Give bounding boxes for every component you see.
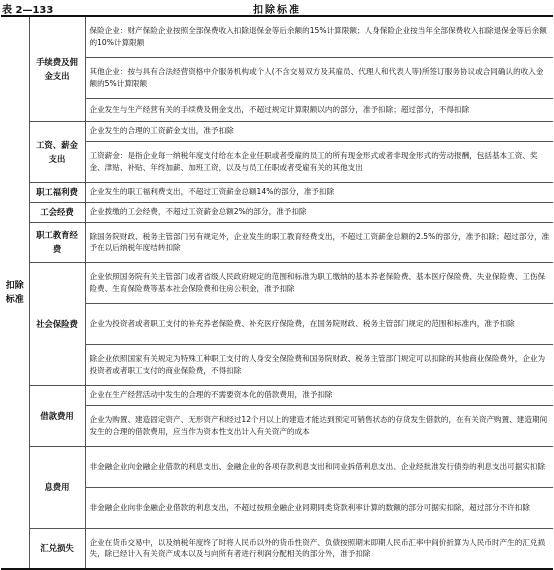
standard-cell: 企业发生的合理的工资薪金支出，准予扣除	[85, 121, 553, 141]
standard-cell: 非金融企业向金融企业借款的利息支出、金融企业的各项存款利息支出和同业拆借利息支出、企业经批准发行债券的利息支出可据实扣除	[85, 446, 553, 487]
category-cell	[29, 385, 85, 446]
category-cell	[29, 446, 85, 528]
standard-cell: 企业在货币交易中，以及纳税年度终了时将人民币以外的货币性资产、负债按照期末即期人民币汇率中间价折算为人民币时产生的汇兑损失，除已经计入有关资产成本以及与向所有者进行利润分配相关的部分外，准予扣除	[85, 528, 553, 569]
category-name: 职工福利费	[36, 187, 78, 197]
standard-cell: 保险企业：财产保险企业按照全部保费收入扣除退保金等后余额的15%计算限额；人身保险企业按当年全部保费收入扣除退保金等后余额的10%计算限额	[85, 16, 553, 57]
side-label: 扣除标准	[5, 280, 24, 305]
category-name: 息费用	[44, 482, 70, 492]
standard-cell: 企业在生产经营活动中发生的合理的不需要资本化的借款费用，准予扣除	[85, 385, 553, 405]
deduction-standards-table	[1, 15, 553, 570]
standard-cell: 除企业依照国家有关规定为特殊工种职工支付的人身安全保险费和国务院财政、税务主管部门规定可以扣除的其他商业保险费外，企业为投资者或者职工支付的商业保险费，不得扣除	[85, 344, 553, 385]
category-cell	[29, 121, 85, 182]
standard-cell: 工资薪金：是指企业每一纳税年度支付给在本企业任职或者受雇的员工的所有现金形式或者非现金形式的劳动报酬，包括基本工资、奖金、津贴、补贴、年终加薪、加班工资，以及与员工任职或者受雇有关的其他支出	[85, 141, 553, 182]
standard-cell: 企业依照国务院有关主管部门或者省级人民政府规定的范围和标准为职工缴纳的基本养老保险费、基本医疗保险费、失业保险费、工伤保险费、生育保险费等基本社会保险费和住房公积金，准予扣除	[85, 262, 553, 303]
standard-cell: 企业为购置、建造固定资产、无形资产和经过12个月以上的建造才能达到预定可销售状态的存货发生借款的，在有关资产购置、建造期间发生的合理的借款费用，应当作为资本性支出计入有关资产的成本	[85, 405, 553, 446]
category-name: 工会经费	[40, 207, 74, 217]
standard-cell: 非金融企业向非金融企业借款的利息支出，不超过按照金融企业同期同类贷款利率计算的数额的部分可据实扣除，超过部分不许扣除	[85, 487, 553, 528]
category-cell	[29, 202, 85, 222]
category-name: 职工教育经费	[36, 230, 78, 254]
standard-cell: 其他企业：按与具有合法经营资格中介服务机构或个人(不含交易双方及其雇员、代理人和代表人等)所签订服务协议或合同确认的收入金额的5%计算限额	[85, 57, 553, 98]
standard-cell: 企业发生的职工福利费支出，不超过工资薪金总额14%的部分，准予扣除	[85, 182, 553, 202]
category-cell	[29, 262, 85, 385]
category-name: 汇兑损失	[40, 543, 74, 554]
category-cell	[29, 16, 85, 121]
category-name: 工资、薪金支出	[36, 139, 78, 164]
category-cell	[29, 528, 85, 569]
category-name: 社会保险费	[36, 318, 78, 329]
category-name: 借款费用	[40, 410, 74, 421]
category-cell	[29, 222, 85, 262]
standard-cell: 企业发生与生产经营有关的手续费及佣金支出，不超过规定计算限额以内的部分，准予扣除；超过部分，不得扣除	[85, 98, 553, 121]
side-label-cell	[1, 16, 29, 569]
category-cell	[29, 182, 85, 202]
table-header	[0, 0, 554, 15]
standard-cell: 企业拨缴的工会经费，不超过工资薪金总额2%的部分，准予扣除	[85, 202, 553, 222]
table-number: 表 2—133	[2, 5, 54, 16]
standard-cell: 企业为投资者或者职工支付的补充养老保险费、补充医疗保险费，在国务院财政、税务主管部门规定的范围和标准内，准予扣除	[85, 303, 553, 344]
table-title: 扣除标准	[253, 5, 301, 16]
category-name: 手续费及佣金支出	[36, 56, 78, 81]
standard-cell: 除国务院财政、税务主管部门另有规定外，企业发生的职工教育经费支出，不超过工资薪金总额的2.5%的部分，准予扣除；超过部分，准予在以后纳税年度结转扣除	[85, 222, 553, 262]
